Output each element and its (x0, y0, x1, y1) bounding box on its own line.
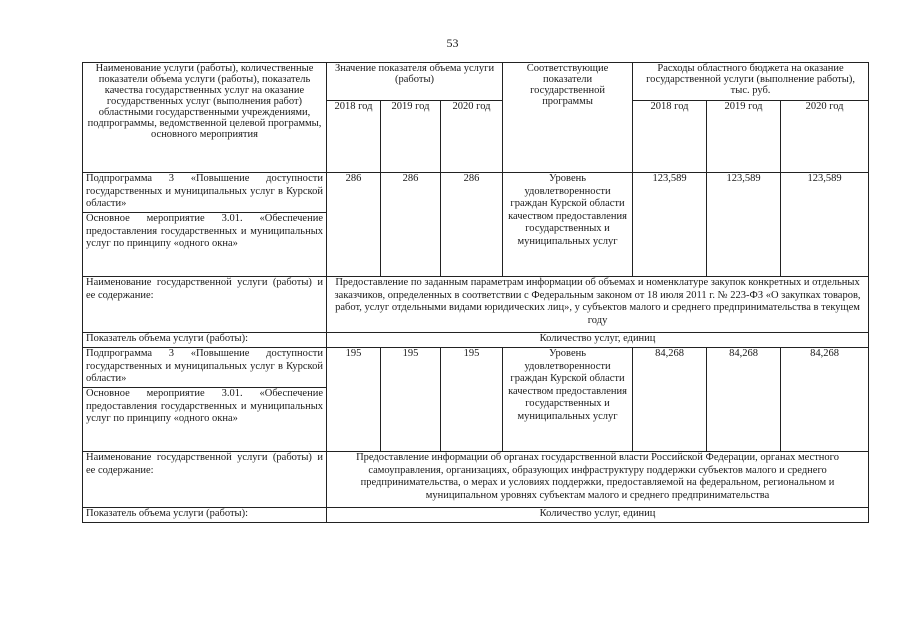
block1-service-label: Наименование государственной услуги (работы) и ее содержание: (83, 277, 327, 333)
block1-service-text: Предоставление по заданным параметрам информации об объемах и номенклатуре закупок конкретных и отдельных заказчиков, определенных в соответствии с Федеральным законом от 18 июля 2011 г. № 223-ФЗ «О закупках товаров, работ, услуг отдельными видами юридических лиц», у субъектов малого и среднего предпринимательства в текущем году (327, 277, 869, 333)
block2-value-2020: 195 (441, 348, 503, 452)
services-table (82, 62, 869, 523)
block2-service-text: Предоставление информации об органах государственной власти Российской Федерации, органах местного самоуправления, организациях, образующих инфраструктуру поддержки субъектов малого и среднего предпринимательства, о мерах и условиях поддержки, предоставляемой на федеральном, региональном и муниципальном уровнях субъектам малого и среднего предпринимательства (327, 452, 869, 508)
header-budget-year-2018: 2018 год (633, 101, 707, 173)
block2-budget-2019: 84,268 (707, 348, 781, 452)
block1-main-event: Основное мероприятие 3.01. «Обеспечение предоставления государственных и муниципальных услуг по принципу «одного окна» (83, 213, 327, 277)
header-year-2019: 2019 год (381, 101, 441, 173)
block2-budget-2018: 84,268 (633, 348, 707, 452)
page-number: 53 (446, 36, 459, 50)
header-year-2018: 2018 год (327, 101, 381, 173)
block1-indicator: Уровень удовлетворенности граждан Курской области качеством предоставления государственных и муниципальных услуг (503, 173, 633, 277)
block1-value-2020: 286 (441, 173, 503, 277)
header-service-name: Наименование услуги (работы), количественные показатели объема услуги (работы), показатель качества государственных услуг на оказание государственных услуг (выполнения работ) областными государственными учреждениями, подпрограммы, ведомственной целевой программы, основного мероприятия (83, 63, 327, 173)
block2-main-event: Основное мероприятие 3.01. «Обеспечение предоставления государственных и муниципальных услуг по принципу «одного окна» (83, 388, 327, 452)
block2-volume-label: Показатель объема услуги (работы): (83, 508, 327, 523)
block2-volume-value: Количество услуг, единиц (327, 508, 869, 523)
header-budget-year-2019: 2019 год (707, 101, 781, 173)
block2-service-label: Наименование государственной услуги (работы) и ее содержание: (83, 452, 327, 508)
block1-value-2019: 286 (381, 173, 441, 277)
block1-budget-2020: 123,589 (781, 173, 869, 277)
block1-value-2018: 286 (327, 173, 381, 277)
block1-budget-2018: 123,589 (633, 173, 707, 277)
block1-subprogram: Подпрограмма 3 «Повышение доступности государственных и муниципальных услуг в Курской области» (83, 173, 327, 213)
block1-volume-label: Показатель объема услуги (работы): (83, 333, 327, 348)
block2-value-2019: 195 (381, 348, 441, 452)
header-program-indicators: Соответствующие показатели государственной программы (503, 63, 633, 173)
block2-indicator: Уровень удовлетворенности граждан Курской области качеством предоставления государственных и муниципальных услуг (503, 348, 633, 452)
header-volume-value: Значение показателя объема услуги (работы) (327, 63, 503, 101)
header-budget-year-2020: 2020 год (781, 101, 869, 173)
block2-subprogram: Подпрограмма 3 «Повышение доступности государственных и муниципальных услуг в Курской области» (83, 348, 327, 388)
block1-volume-value: Количество услуг, единиц (327, 333, 869, 348)
header-budget: Расходы областного бюджета на оказание государственной услуги (выполнение работы), тыс. руб. (633, 63, 869, 101)
header-year-2020: 2020 год (441, 101, 503, 173)
block1-budget-2019: 123,589 (707, 173, 781, 277)
block2-budget-2020: 84,268 (781, 348, 869, 452)
block2-value-2018: 195 (327, 348, 381, 452)
